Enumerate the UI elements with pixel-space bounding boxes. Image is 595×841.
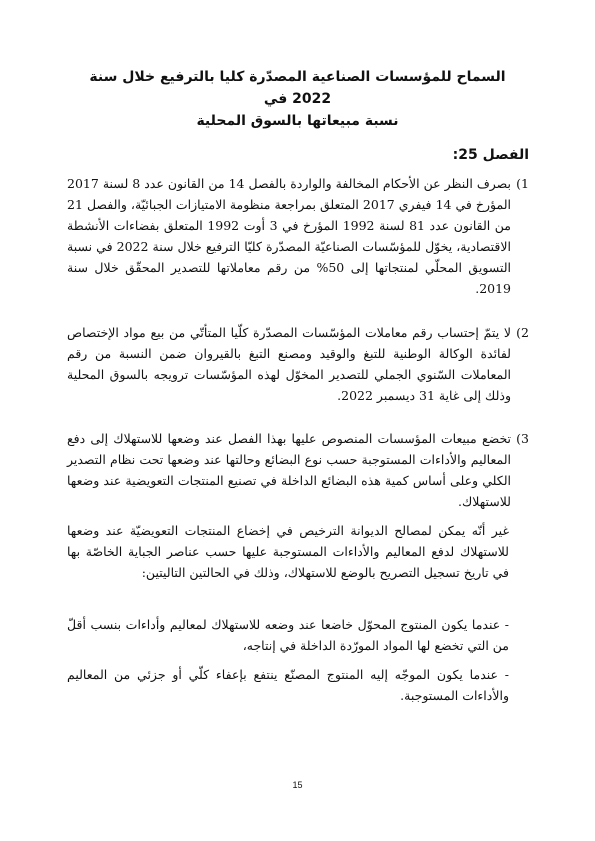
paragraph-number: 1) [516,176,529,191]
paragraph-3 [67,428,529,512]
paragraph-text: تخضع مبيعات المؤسسات المنصوص عليها بهذا الفصل عند وضعها للاستهلاك إلى دفع المعاليم والأداءات المستوجبة حسب نوع البضائع وحالتها عند وضعها تحت نظام التصدير الكلي وعلى أساس كمية هذه البضائع الداخلة في تصنيع المنتجات التعويضية عند وضعها للاستهلاك. [67,431,511,509]
paragraph-text: بصرف النظر عن الأحكام المخالفة والواردة بالفصل 14 من القانون عدد 8 لسنة 2017 المؤرخ في 14 فيفري 2017 المتعلق بمراجعة منظومة الامتيازات الجبائيّة، والفصل 21 من القانون عدد 81 لسنة 1992 المؤرخ في 3 أوت 1992 المتعلق بفضاءات الأنشطة الاقتصادية، يخوّل للمؤسّسات الصناعيّة المصدّرة كليّا الترفيع خلال سنة 2022 في نسبة التسويق المحلّي لمنتجاتها إلى 50% من رقم معاملاتها للتصدير المحقّق خلال سنة 2019. [67,176,512,296]
title-line-2: نسبة مبيعاتها بالسوق المحلية [196,113,399,129]
paragraph-number: 3) [516,431,529,446]
bullet-item-1: - عندما يكون المنتوج المحوّل خاضعا عند وضعه للاستهلاك لمعاليم وأداءات بنسب أقلّ من التي تخضع لها المواد المورّدة الداخلة في إنتاجه، [67,617,509,653]
title-line-1: السماح للمؤسسات الصناعية المصدّرة كليا بالترفيع خلال سنة 2022 في [89,69,506,107]
paragraph-number: 2) [516,325,529,340]
paragraph-text: لا يتمّ إحتساب رقم معاملات المؤسّسات المصدّرة كلّيا المتأتّي من بيع مواد الإختصاص لفائدة الوكالة الوطنية للتبغ والوقيد ومصنع التبغ بالقيروان ضمن النسبة من رقم المعاملات السّنوي الجملي للتصدير المخوّل لهذه المؤسّسات ترويجه بالسوق المحلية وذلك إلى غاية 31 ديسمبر 2022. [67,325,511,403]
paragraph-2 [67,322,529,406]
paragraph-1 [67,173,529,299]
chapter-heading: الفصل 25: [452,147,529,163]
page-number: 15 [292,780,303,790]
document-title [70,66,525,132]
sub-paragraph: غير أنّه يمكن لمصالح الديوانة الترخيص في إخضاع المنتجات التعويضيّة عند وضعها للاستهلاك لدفع المعاليم والأداءات المستوجبة عليها حسب عناصر الجباية الخاصّة بها في تاريخ تسجيل التصريح بالوضع للاستهلاك، وذلك في الحالتين التاليتين: [67,523,509,580]
bullet-item-2: - عندما يكون الموجّه إليه المنتوج المصنّع ينتفع بإعفاء كلّي أو جزئي من المعاليم والأداءات المستوجبة. [67,667,509,703]
